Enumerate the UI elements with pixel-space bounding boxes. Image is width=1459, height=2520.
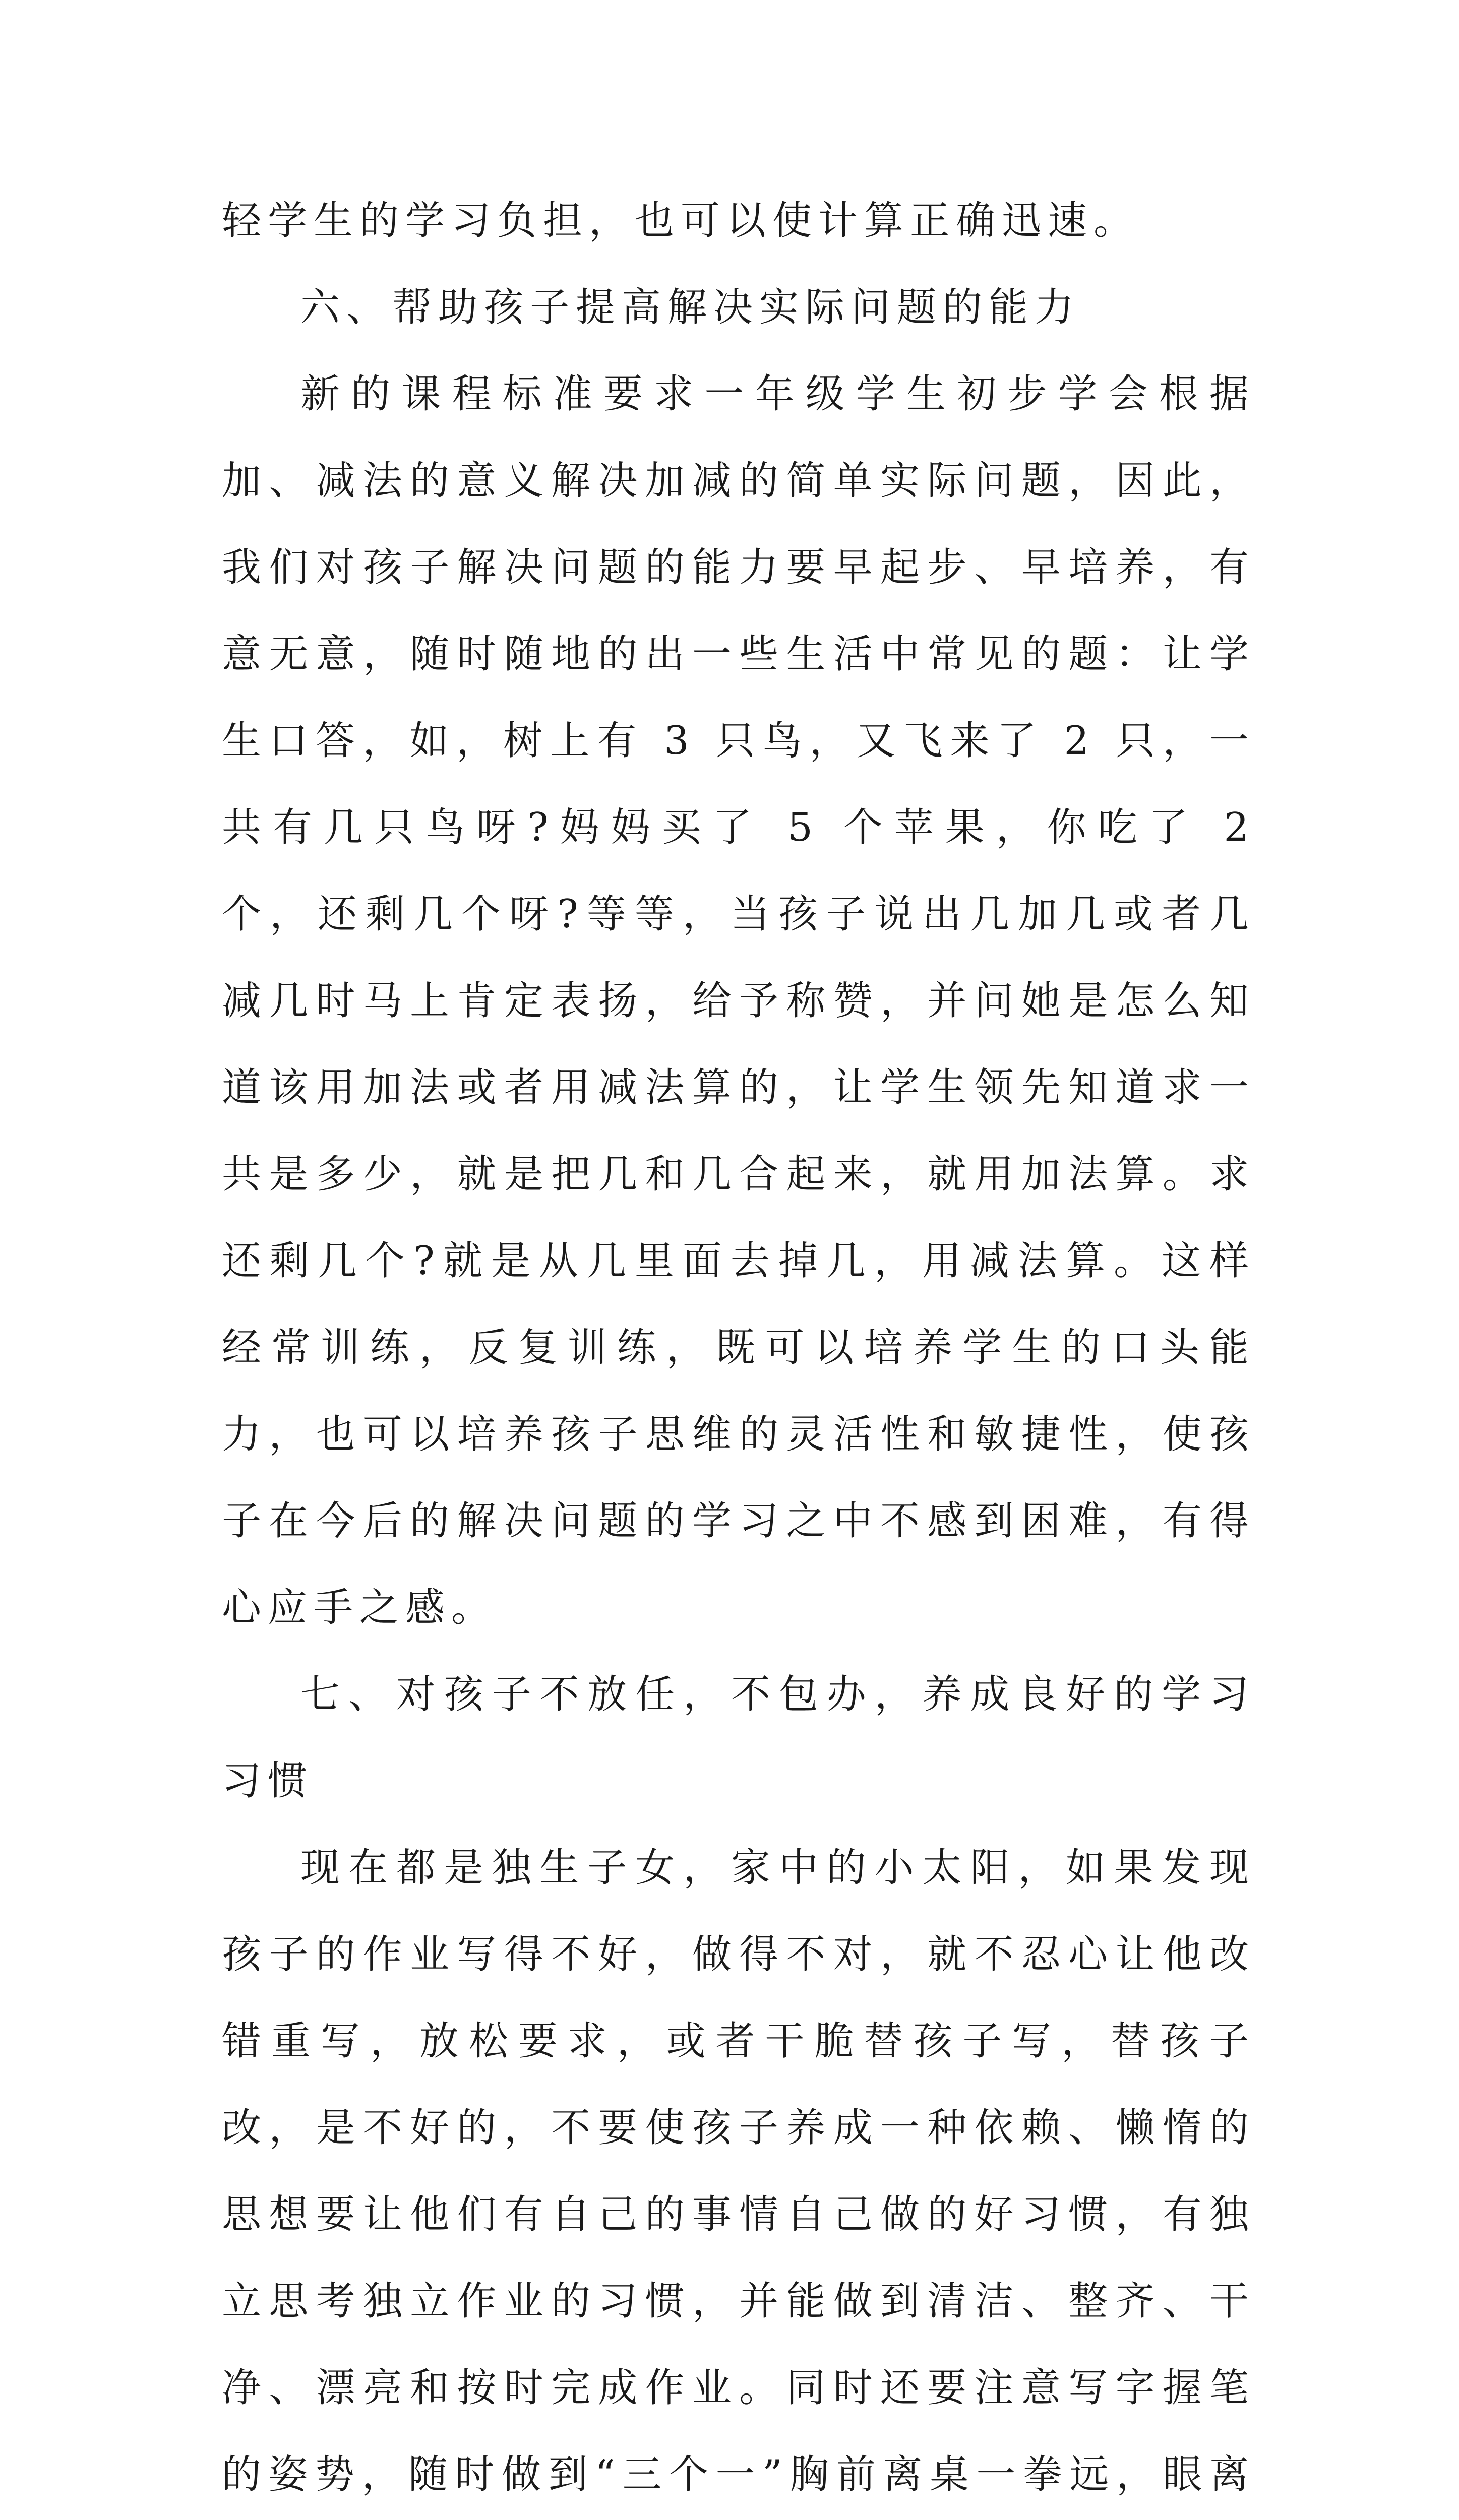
- document-body: [222, 177, 1255, 2520]
- paragraph-continuation: 轻学生的学习负担，也可以使计算正确迅速。: [222, 198, 1140, 243]
- section-heading-six: 六、帮助孩子提高解决实际问题的能力: [300, 285, 1081, 330]
- paragraph-study-habits: 现在都是独生子女，家中的小太阳，如果发现孩子的作业写得不好，做得不对，就不忍心让他改错重写，放松要求，或者干脆替孩子写，替孩子改，是不好的，不要使孩子养成一种依赖、懒惰的思想要让他们有自己的事情自己做的好习惯，有独立思考独立作业的习惯，并能做到清洁、整齐、干净、漂亮和按时完成作业。同时还要注意写字握笔的姿势，随时做到“三个一”胸前离桌一拳远，眼离: [222, 1845, 1255, 2497]
- paragraph-problem-solving: 新的课程标准要求一年级学生初步学会根据加、减法的意义解决加减的简单实际问题，因此，我们对孩子解决问题的能力要早起步、早培养，有意无意，随时随地的出一些生活中常见的题：让学生口答，如，树上有 3 只鸟，又飞来了 2 只，一共有几只鸟呀?妈妈买了 5 个苹果，你吃了 2 个，还剩几个呀?等等，当孩子说出几加几或者几减几时马上肯定表扬，给予称赞，并问她是怎么知道该用加法或者用减法算的，让学生领先知道求一共是多少，就是把几和几合起来，就用加法算。求还剩几个?就是从几里面去掉几，用减法算。这样经常训练，反复训练，既可以培养学生的口头能力，也可以培养孩子思维的灵活性和敏捷性，使孩子在今后的解决问题的学习之中不感到困难，有得心应手之感。: [222, 371, 1255, 1630]
- section-heading-seven: 七、对孩子不放任，不包办，养成良好的学习习惯: [222, 1672, 1255, 1804]
